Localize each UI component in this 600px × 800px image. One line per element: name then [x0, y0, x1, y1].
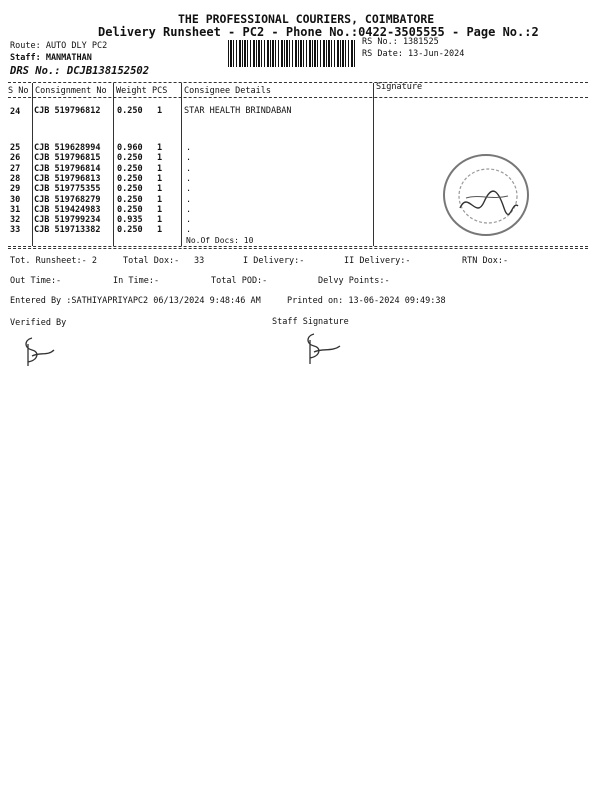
- cell-sno: 26: [10, 153, 21, 164]
- cell-consignee: .: [186, 163, 192, 174]
- entered-by: Entered By :SATHIYAPRIYAPC2 06/13/2024 9:48:46 AM: [10, 296, 261, 306]
- tot-runsheet: Tot. Runsheet:- 2: [10, 256, 97, 266]
- rs-number: RS No.: 1381525: [362, 37, 439, 47]
- cell-weight: 0.250: [117, 173, 143, 184]
- company-name: THE PROFESSIONAL COURIERS, COIMBATORE: [178, 12, 435, 26]
- col-divider: [373, 83, 374, 246]
- table-top-rule: [8, 82, 588, 83]
- cell-consignee: .: [186, 194, 192, 205]
- col-divider: [32, 83, 33, 246]
- rtn-dox: RTN Dox:-: [462, 256, 509, 266]
- cell-consignment: CJB 519796812: [34, 106, 101, 116]
- cell-consignee: .: [186, 143, 192, 153]
- cell-consignee: STAR HEALTH BRINDABAN: [184, 106, 292, 116]
- cell-consignment: CJB 519628994: [34, 143, 101, 153]
- cell-consignee: .: [186, 153, 192, 164]
- rs-date: RS Date: 13-Jun-2024: [362, 49, 465, 59]
- i-delivery: I Delivery:-: [243, 256, 305, 266]
- cell-weight: 0.250: [117, 153, 143, 164]
- cell-consignee: .: [186, 184, 192, 195]
- cell-weight: 0.960: [117, 143, 143, 153]
- cell-consignee: .: [186, 225, 192, 236]
- no-of-docs: No.Of Docs: 10: [186, 236, 254, 245]
- cell-sno: 28: [10, 173, 21, 184]
- route-label: Route: AUTO DLY PC2: [10, 41, 108, 51]
- total-dox-label: Total Dox:-: [123, 256, 180, 266]
- header-sno: S No: [8, 86, 29, 96]
- round-stamp-icon: [438, 150, 534, 240]
- cell-consignment: CJB 519768279: [34, 194, 101, 205]
- table-header-rule: [8, 97, 588, 98]
- cell-sno: 31: [10, 204, 21, 215]
- cell-consignment: CJB 519775355: [34, 184, 101, 195]
- total-pod: Total POD:-: [211, 276, 268, 286]
- printed-on: Printed on: 13-06-2024 09:49:38: [287, 296, 446, 306]
- cell-consignment: CJB 519713382: [34, 225, 101, 236]
- staff-signature-icon: [300, 330, 344, 366]
- staff-signature-label: Staff Signature: [272, 317, 349, 327]
- verifier-signature-icon: [18, 334, 58, 368]
- cell-consignment: CJB 519424983: [34, 204, 101, 215]
- cell-consignee: .: [186, 204, 192, 215]
- staff-label: Staff: MANMATHAN: [10, 53, 92, 63]
- total-dox-value: 33: [194, 256, 205, 266]
- cell-sno: 30: [10, 194, 21, 205]
- cell-pcs: 1: [157, 143, 163, 153]
- totals-rule: [8, 248, 588, 249]
- cell-weight: 0.250: [117, 106, 143, 116]
- table-bottom-rule: [8, 246, 588, 247]
- cell-consignment: CJB 519796815: [34, 153, 101, 164]
- cell-weight: 0.250: [117, 225, 143, 236]
- cell-sno: 27: [10, 163, 21, 174]
- cell-sno: 33: [10, 225, 21, 236]
- cell-pcs: 1: [157, 163, 163, 174]
- cell-weight: 0.935: [117, 215, 143, 226]
- verified-by: Verified By: [10, 318, 67, 328]
- cell-sno: 25: [10, 143, 21, 153]
- cell-consignee: .: [186, 215, 192, 226]
- cell-pcs: 1: [157, 173, 163, 184]
- cell-pcs: 1: [157, 215, 163, 226]
- cell-sno: 32: [10, 215, 21, 226]
- header-signature: Signature: [376, 82, 423, 92]
- cell-pcs: 1: [157, 153, 163, 164]
- cell-consignment: CJB 519799234: [34, 215, 101, 226]
- cell-consignment: CJB 519796813: [34, 173, 101, 184]
- header-pcs: PCS: [152, 86, 168, 96]
- cell-pcs: 1: [157, 225, 163, 236]
- col-divider: [181, 83, 182, 246]
- cell-sno: 29: [10, 184, 21, 195]
- in-time: In Time:-: [113, 276, 160, 286]
- cell-pcs: 1: [157, 184, 163, 195]
- drs-number: DRS No.: DCJB138152502: [10, 65, 150, 77]
- cell-pcs: 1: [157, 194, 163, 205]
- header-consignee: Consignee Details: [184, 86, 271, 96]
- cell-consignment: CJB 519796814: [34, 163, 101, 174]
- cell-pcs: 1: [157, 204, 163, 215]
- cell-weight: 0.250: [117, 194, 143, 205]
- barcode: [228, 40, 356, 67]
- cell-sno: 24: [10, 107, 21, 117]
- cell-consignee: .: [186, 173, 192, 184]
- cell-weight: 0.250: [117, 184, 143, 195]
- header-consignment: Consignment No: [35, 86, 107, 96]
- runsheet-title: Delivery Runsheet - PC2 - Phone No.:0422-3505555 - Page No.:2: [98, 25, 539, 39]
- cell-weight: 0.250: [117, 204, 143, 215]
- delvy-points: Delvy Points:-: [318, 276, 390, 286]
- cell-weight: 0.250: [117, 163, 143, 174]
- out-time: Out Time:-: [10, 276, 62, 286]
- ii-delivery: II Delivery:-: [344, 256, 411, 266]
- col-divider: [113, 83, 114, 246]
- header-weight: Weight: [116, 86, 147, 96]
- cell-pcs: 1: [157, 106, 163, 116]
